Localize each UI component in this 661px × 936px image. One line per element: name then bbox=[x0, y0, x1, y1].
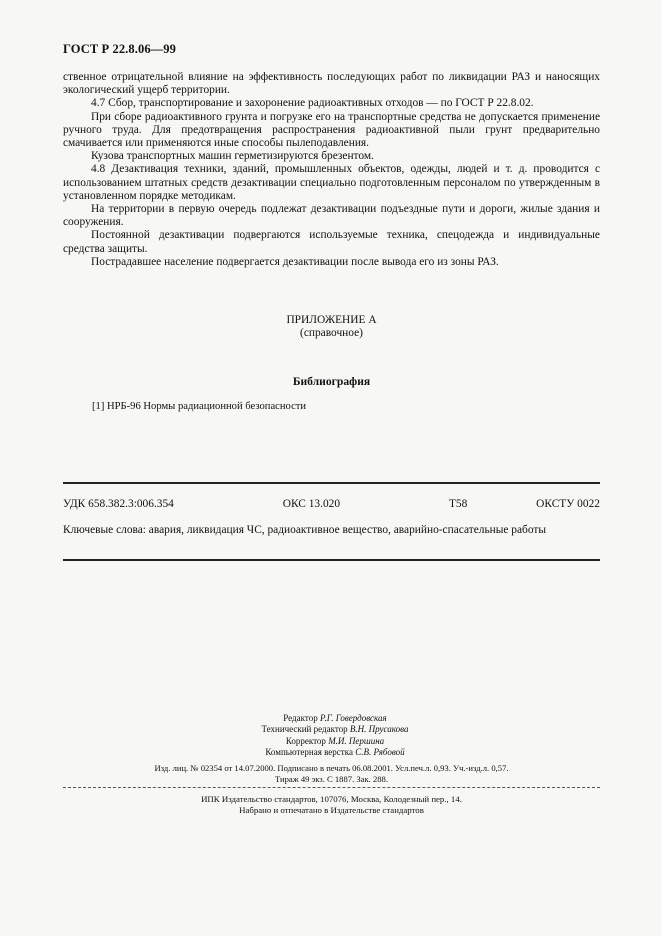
annex-subtitle: (справочное) bbox=[300, 327, 363, 339]
annex-title: ПРИЛОЖЕНИЕ А bbox=[286, 314, 377, 326]
print-info-line: Тираж 49 экз. С 1887. Зак. 288. bbox=[274, 774, 388, 784]
body-text bbox=[63, 71, 600, 269]
annex-heading bbox=[63, 314, 600, 340]
divider-top bbox=[63, 482, 600, 484]
bibliography-item: [1] НРБ-96 Нормы радиационной безопасности bbox=[92, 401, 307, 412]
page-header: ГОСТ Р 22.8.06—99 bbox=[63, 42, 176, 56]
credit-line: Технический редактор В.Н. Прусакова bbox=[261, 724, 409, 735]
t-code: Т58 bbox=[448, 498, 468, 510]
paragraph: Пострадавшее население подвергается дезактивации после вывода его из зоны РАЗ. bbox=[91, 255, 499, 268]
okstu-code: ОКСТУ 0022 bbox=[536, 498, 600, 510]
paragraph: Кузова транспортных машин герметизируются брезентом. bbox=[91, 150, 374, 163]
credit-line: Компьютерная верстка С.В. Рябовой bbox=[265, 747, 405, 758]
paragraph: Постоянной дезактивации подвергаются используемые техника, спецодежда и индивидуальные средства защиты. bbox=[63, 229, 600, 255]
divider-bottom bbox=[63, 559, 600, 561]
classification-codes bbox=[63, 498, 600, 510]
bibliography-title: Библиография bbox=[292, 375, 371, 388]
paragraph: При сборе радиоактивного грунта и погрузке его на транспортные средства не допускается применение ручного труда. Для предотвращения распространения радиоактивной пыли грунт предварительно смачивается или применяются иные способы пылеподавления. bbox=[63, 110, 600, 150]
paragraph: 4.8 Дезактивация техники, зданий, промышленных объектов, одежды, людей и т. д. проводится с использованием штатных средств дезактивации специально подготовленным персоналом по утвержденным в установленном порядке методикам. bbox=[63, 163, 600, 202]
publisher-info bbox=[63, 794, 600, 816]
credits-block bbox=[200, 713, 470, 759]
print-info-line: Изд. лиц. № 02354 от 14.07.2000. Подписано в печать 06.08.2001. Усл.печ.л. 0,93. Уч.-изд.л. 0,57. bbox=[154, 763, 509, 773]
publisher-line: Набрано и отпечатано в Издательстве стандартов bbox=[239, 804, 424, 815]
publisher-line: ИПК Издательство стандартов, 107076, Москва, Колодезный пер., 14. bbox=[201, 794, 462, 804]
print-info bbox=[63, 763, 600, 785]
keywords: Ключевые слова: авария, ликвидация ЧС, радиоактивное вещество, аварийно-спасательные работы bbox=[63, 524, 547, 536]
paragraph: ственное отрицательной влияние на эффективность последующих работ по ликвидации РАЗ и наносящих экологический ущерб территории. bbox=[63, 71, 600, 97]
credit-line: Корректор М.И. Першина bbox=[285, 735, 385, 746]
paragraph: На территории в первую очередь подлежат дезактивации подъездные пути и дороги, жилые здания и сооружения. bbox=[63, 203, 600, 229]
oks-code: ОКС 13.020 bbox=[282, 498, 341, 510]
credit-line: Редактор Р.Г. Говердовская bbox=[283, 713, 387, 723]
udk-code: УДК 658.382.3:006.354 bbox=[63, 498, 174, 510]
paragraph: 4.7 Сбор, транспортирование и захоронение радиоактивных отходов — по ГОСТ Р 22.8.02. bbox=[91, 97, 534, 110]
thin-divider bbox=[63, 787, 600, 788]
